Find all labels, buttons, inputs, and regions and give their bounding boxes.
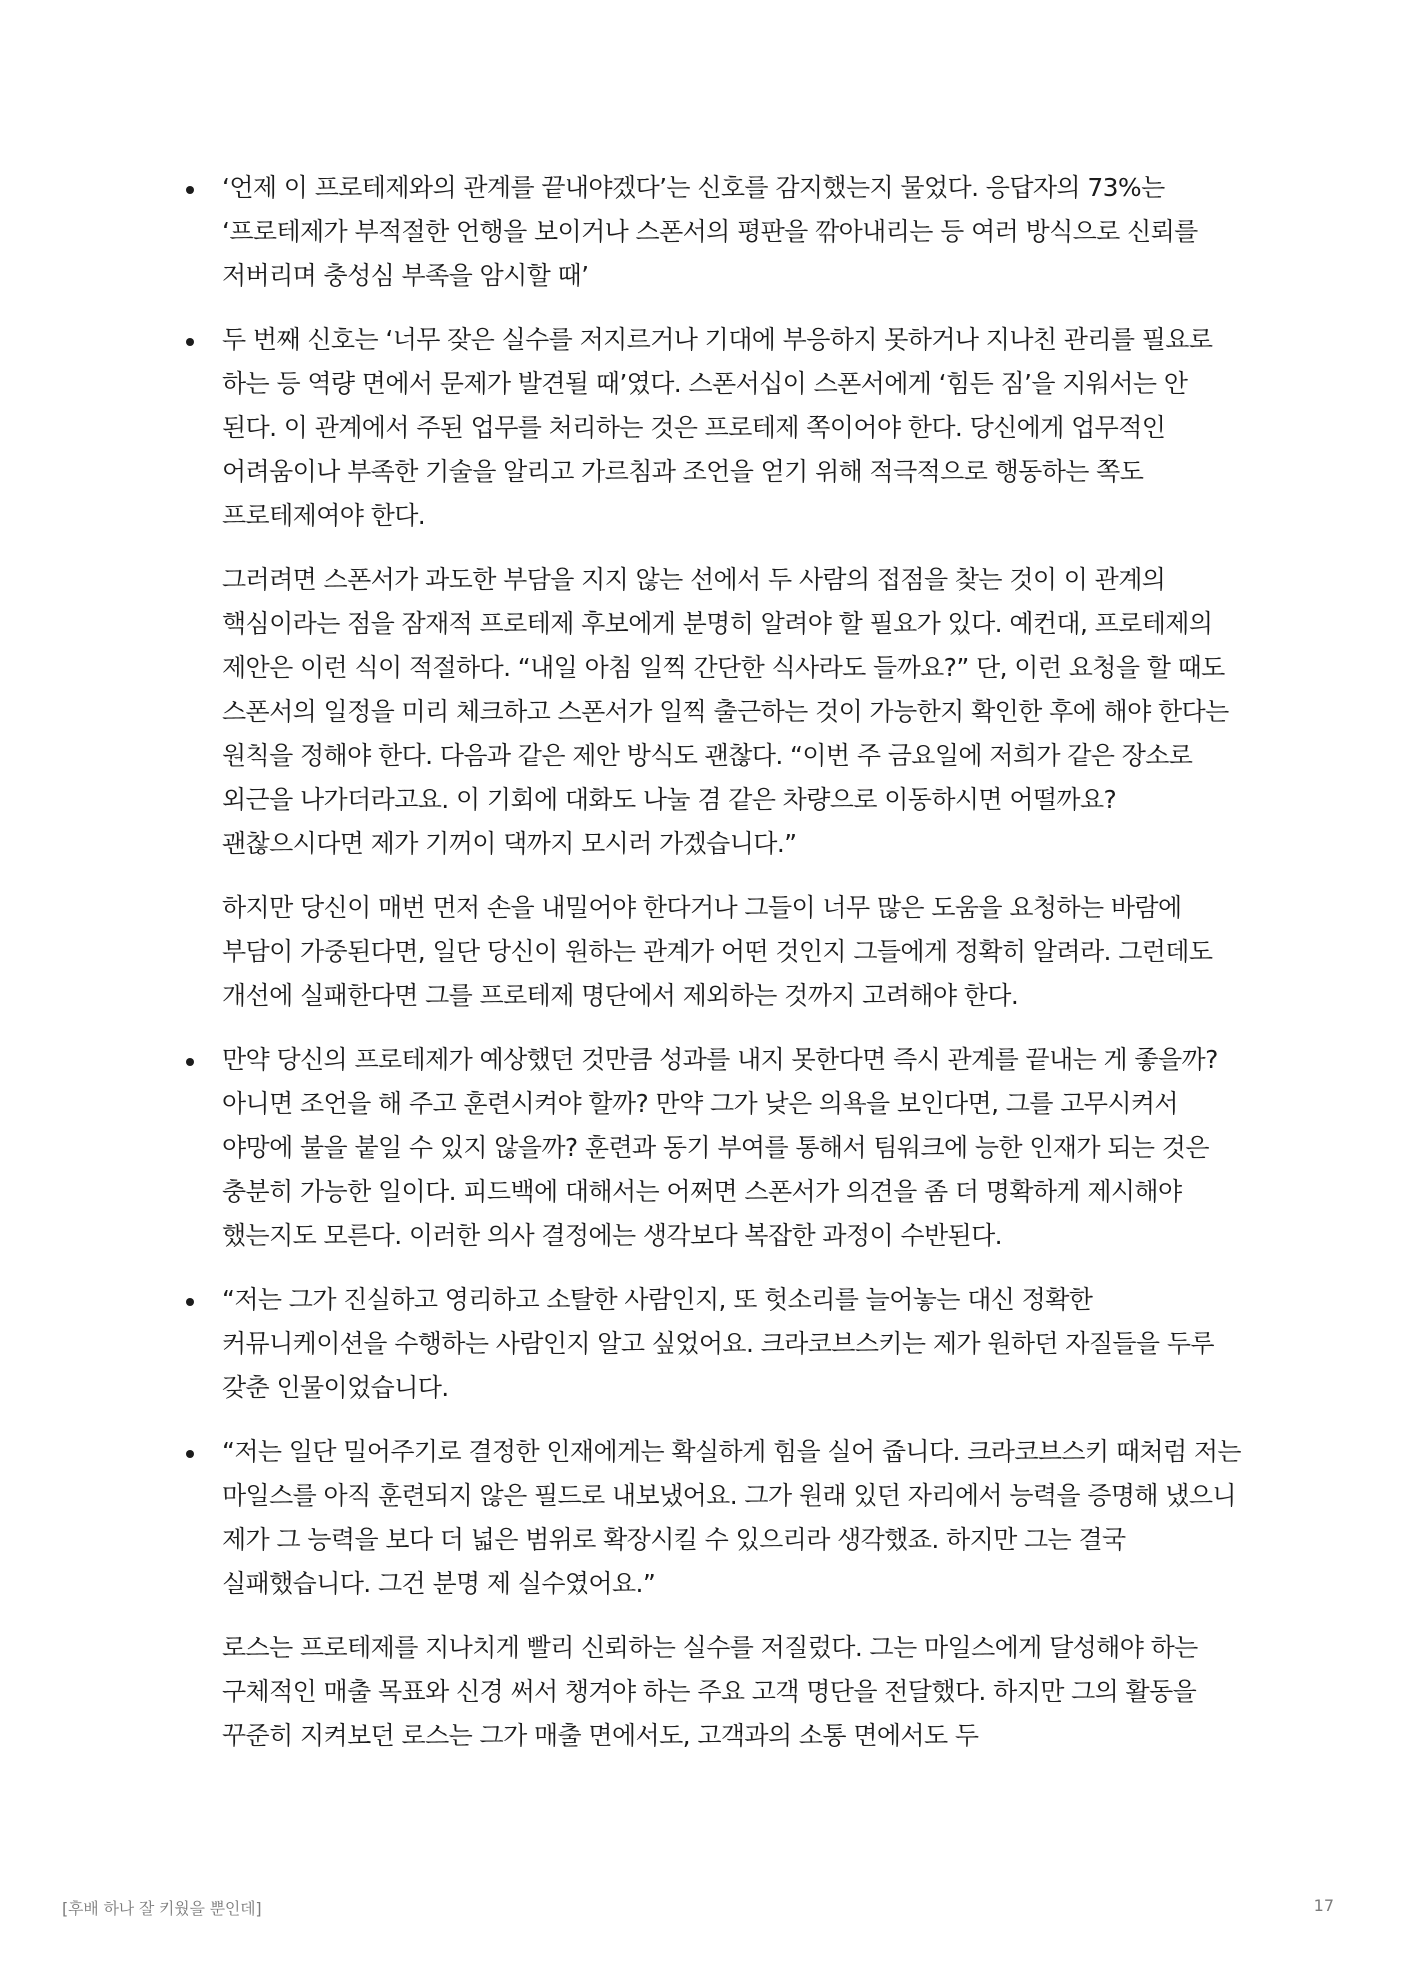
- body-paragraph: 하지만 당신이 매번 먼저 손을 내밀어야 한다거나 그들이 너무 많은 도움을 요청하는 바람에 부담이 가중된다면, 일단 당신이 원하는 관계가 어떤 것인지 그들에게 정확히 알려라. 그런데도 개선에 실패한다면 그를 프로테제 명단에서 제외하는 것까지 고려해야 한다.: [222, 893, 1213, 1010]
- bullet-dot-icon: [186, 1058, 194, 1066]
- bullet-dot-icon: [186, 338, 194, 346]
- bullet-dot-icon: [186, 1298, 194, 1306]
- list-item-text: ‘언제 이 프로테제와의 관계를 끝내야겠다’는 신호를 감지했는지 물었다. 응답자의 73%는 ‘프로테제가 부적절한 언행을 보이거나 스폰서의 평판을 깎아내리는 등 여러 방식으로 신뢰를 저버리며 충성심 부족을 암시할 때’: [222, 173, 1198, 290]
- body-paragraph: 그러려면 스폰서가 과도한 부담을 지지 않는 선에서 두 사람의 접점을 찾는 것이 이 관계의 핵심이라는 점을 잠재적 프로테제 후보에게 분명히 알려야 할 필요가 있다. 예컨대, 프로테제의 제안은 이런 식이 적절하다. “내일 아침 일찍 간단한 식사라도 들까요?” 단, 이런 요청을 할 때도 스폰서의 일정을 미리 체크하고 스폰서가 일찍 출근하는 것이 가능한지 확인한 후에 해야 한다는 원칙을 정해야 한다. 다음과 같은 제안 방식도 괜찮다. “이번 주 금요일에 저희가 같은 장소로 외근을 나가더라고요. 이 기회에 대화도 나눌 겸 같은 차량으로 이동하시면 어떨까요? 괜찮으시다면 제가 기꺼이 댁까지 모시러 가겠습니다.”: [222, 565, 1229, 858]
- page-number: 17: [1313, 1896, 1334, 1915]
- footer-book-title: [후배 하나 잘 키웠을 뿐인데]: [62, 1899, 262, 1918]
- list-item: [186, 166, 1246, 298]
- body-paragraph: 로스는 프로테제를 지나치게 빨리 신뢰하는 실수를 저질렀다. 그는 마일스에게 달성해야 하는 구체적인 매출 목표와 신경 써서 챙겨야 하는 주요 고객 명단을 전달했다. 하지만 그의 활동을 꾸준히 지켜보던 로스는 그가 매출 면에서도, 고객과의 소통 면에서도 두: [222, 1633, 1198, 1750]
- list-item-text: 두 번째 신호는 ‘너무 잦은 실수를 저지르거나 기대에 부응하지 못하거나 지나친 관리를 필요로 하는 등 역량 면에서 문제가 발견될 때’였다. 스폰서십이 스폰서에게 ‘힘든 짐’을 지워서는 안 된다. 이 관계에서 주된 업무를 처리하는 것은 프로테제 쪽이어야 한다. 당신에게 업무적인 어려움이나 부족한 기술을 알리고 가르침과 조언을 얻기 위해 적극적으로 행동하는 쪽도 프로테제여야 한다.: [222, 325, 1213, 530]
- list-item-text: 만약 당신의 프로테제가 예상했던 것만큼 성과를 내지 못한다면 즉시 관계를 끝내는 게 좋을까? 아니면 조언을 해 주고 훈련시켜야 할까? 만약 그가 낮은 의욕을 보인다면, 그를 고무시켜서 야망에 불을 붙일 수 있지 않을까? 훈련과 동기 부여를 통해서 팀워크에 능한 인재가 되는 것은 충분히 가능한 일이다. 피드백에 대해서는 어쩌면 스폰서가 의견을 좀 더 명확하게 제시해야 했는지도 모른다. 이러한 의사 결정에는 생각보다 복잡한 과정이 수반된다.: [222, 1045, 1218, 1250]
- page-body: [186, 166, 1246, 1778]
- list-item: [186, 1278, 1246, 1410]
- list-item: [186, 1038, 1246, 1258]
- list-item-text: “저는 그가 진실하고 영리하고 소탈한 사람인지, 또 헛소리를 늘어놓는 대신 정확한 커뮤니케이션을 수행하는 사람인지 알고 싶었어요. 크라코브스키는 제가 원하던 자질들을 두루 갖춘 인물이었습니다.: [222, 1285, 1214, 1402]
- list-item: [186, 1430, 1246, 1606]
- bullet-dot-icon: [186, 1450, 194, 1458]
- list-item-text: “저는 일단 밀어주기로 결정한 인재에게는 확실하게 힘을 실어 줍니다. 크라코브스키 때처럼 저는 마일스를 아직 훈련되지 않은 필드로 내보냈어요. 그가 원래 있던 자리에서 능력을 증명해 냈으니 제가 그 능력을 보다 더 넓은 범위로 확장시킬 수 있으리라 생각했죠. 하지만 그는 결국 실패했습니다. 그건 분명 제 실수였어요.”: [222, 1437, 1241, 1598]
- list-item: [186, 318, 1246, 538]
- bullet-dot-icon: [186, 186, 194, 194]
